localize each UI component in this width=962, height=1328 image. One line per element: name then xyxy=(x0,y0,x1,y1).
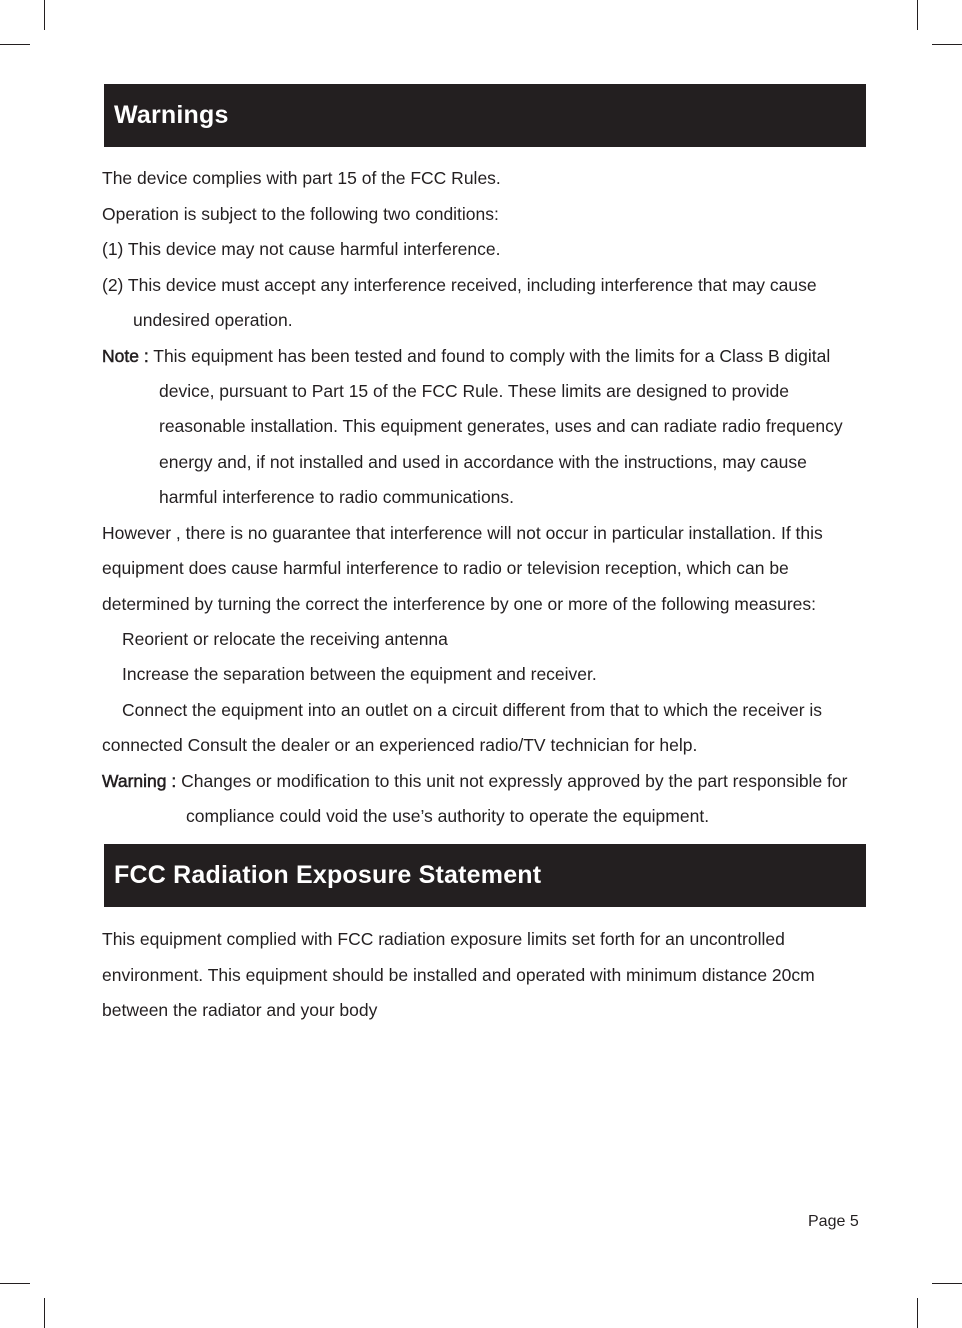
crop-mark xyxy=(0,1283,30,1284)
crop-mark xyxy=(44,0,45,30)
note-line: reasonable installation. This equipment generates, uses and can radiate radio frequency xyxy=(159,416,843,436)
fcc-line: environment. This equipment should be installed and operated with minimum distance 20cm xyxy=(102,965,815,985)
warnings-line: The device complies with part 15 of the FCC Rules. xyxy=(102,168,501,188)
measure-item: Increase the separation between the equipment and receiver. xyxy=(122,664,597,684)
crop-mark xyxy=(932,44,962,45)
warnings-heading: Warnings xyxy=(104,84,866,147)
note-line: This equipment has been tested and found to comply with the limits for a Class B digital xyxy=(153,346,831,366)
note-line: harmful interference to radio communications. xyxy=(159,487,515,507)
crop-mark xyxy=(0,44,30,45)
warning-line: compliance could void the use’s authority to operate the equipment. xyxy=(186,806,710,826)
warning-line: Changes or modification to this unit not expressly approved by the part responsible for xyxy=(181,771,848,791)
warnings-line: (2) This device must accept any interference received, including interference that may cause xyxy=(102,275,817,295)
crop-mark xyxy=(44,1298,45,1328)
measure-item: Reorient or relocate the receiving antenna xyxy=(122,629,448,649)
note-paragraph xyxy=(102,346,830,366)
fcc-line: This equipment complied with FCC radiation exposure limits set forth for an uncontrolled xyxy=(102,929,785,949)
measure-item: Connect the equipment into an outlet on a circuit different from that to which the receiver is xyxy=(122,700,823,720)
crop-mark xyxy=(917,0,918,30)
note-line: device, pursuant to Part 15 of the FCC Rule. These limits are designed to provide xyxy=(159,381,790,401)
page-number: Page 5 xyxy=(808,1213,859,1230)
fcc-heading: FCC Radiation Exposure Statement xyxy=(104,844,866,907)
warnings-line: undesired operation. xyxy=(133,310,293,330)
however-line: determined by turning the correct the interference by one or more of the following measures: xyxy=(102,594,816,614)
crop-mark xyxy=(932,1283,962,1284)
warning-paragraph xyxy=(102,771,847,791)
however-line: However , there is no guarantee that interference will not occur in particular installation. If this xyxy=(102,523,823,543)
warning-label: Warning : xyxy=(102,771,177,791)
however-line: equipment does cause harmful interference to radio or television reception, which can be xyxy=(102,558,789,578)
warnings-line: (1) This device may not cause harmful interference. xyxy=(102,239,501,259)
note-line: energy and, if not installed and used in accordance with the instructions, may cause xyxy=(159,452,807,472)
note-label: Note : xyxy=(102,346,149,366)
fcc-line: between the radiator and your body xyxy=(102,1000,378,1020)
crop-mark xyxy=(917,1298,918,1328)
warnings-line: Operation is subject to the following two conditions: xyxy=(102,204,499,224)
consult-line: connected Consult the dealer or an experienced radio/TV technician for help. xyxy=(102,735,698,755)
